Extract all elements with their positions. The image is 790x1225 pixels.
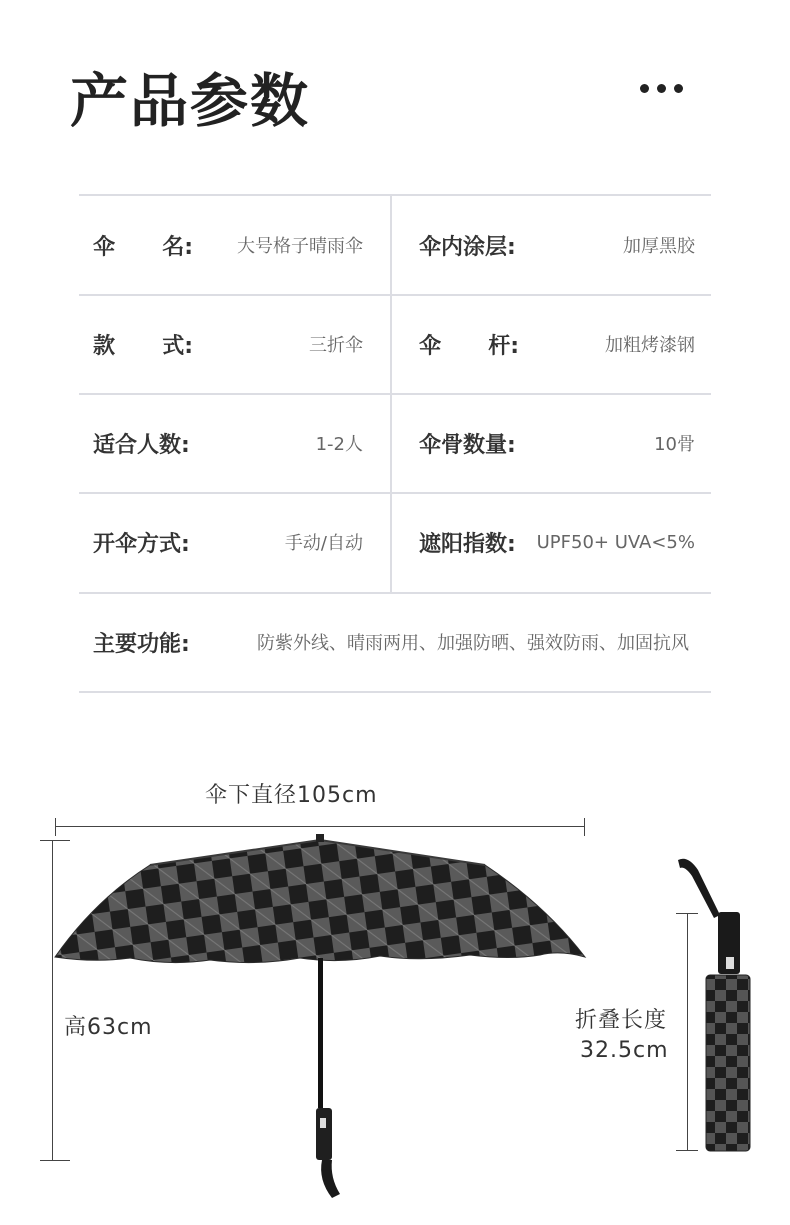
spec-value: 10骨	[654, 434, 695, 455]
spec-value: 手动/自动	[284, 533, 363, 554]
spec-label: 款 式:	[93, 333, 193, 359]
spec-value: 加厚黑胶	[623, 236, 695, 257]
folded-length-title: 折叠长度	[575, 1008, 668, 1033]
folded-umbrella	[678, 859, 750, 1151]
spec-label: 主要功能:	[93, 631, 190, 657]
spec-value: 大号格子晴雨伞	[237, 236, 363, 257]
folded-length-value: 32.5cm	[580, 1038, 669, 1063]
spec-label: 伞骨数量:	[419, 432, 516, 458]
spec-value: 加粗烤漆钢	[605, 335, 695, 356]
spec-value: 防紫外线、晴雨两用、加强防晒、强效防雨、加固抗风	[257, 633, 689, 654]
spec-value: 1-2人	[315, 434, 363, 455]
spec-value: UPF50+ UVA<5%	[536, 531, 695, 553]
page-title: 产品参数	[70, 67, 311, 135]
spec-label: 适合人数:	[93, 432, 190, 458]
spec-label: 伞 杆:	[419, 333, 519, 359]
spec-label: 开伞方式:	[93, 531, 190, 557]
open-umbrella	[55, 834, 585, 1198]
spec-label: 伞 名:	[93, 234, 193, 260]
diameter-label: 伞下直径105cm	[205, 783, 378, 808]
spec-label: 遮阳指数:	[419, 531, 516, 557]
spec-value: 三折伞	[309, 335, 363, 356]
height-label: 高63cm	[64, 1015, 153, 1040]
spec-label: 伞内涂层:	[419, 234, 516, 260]
